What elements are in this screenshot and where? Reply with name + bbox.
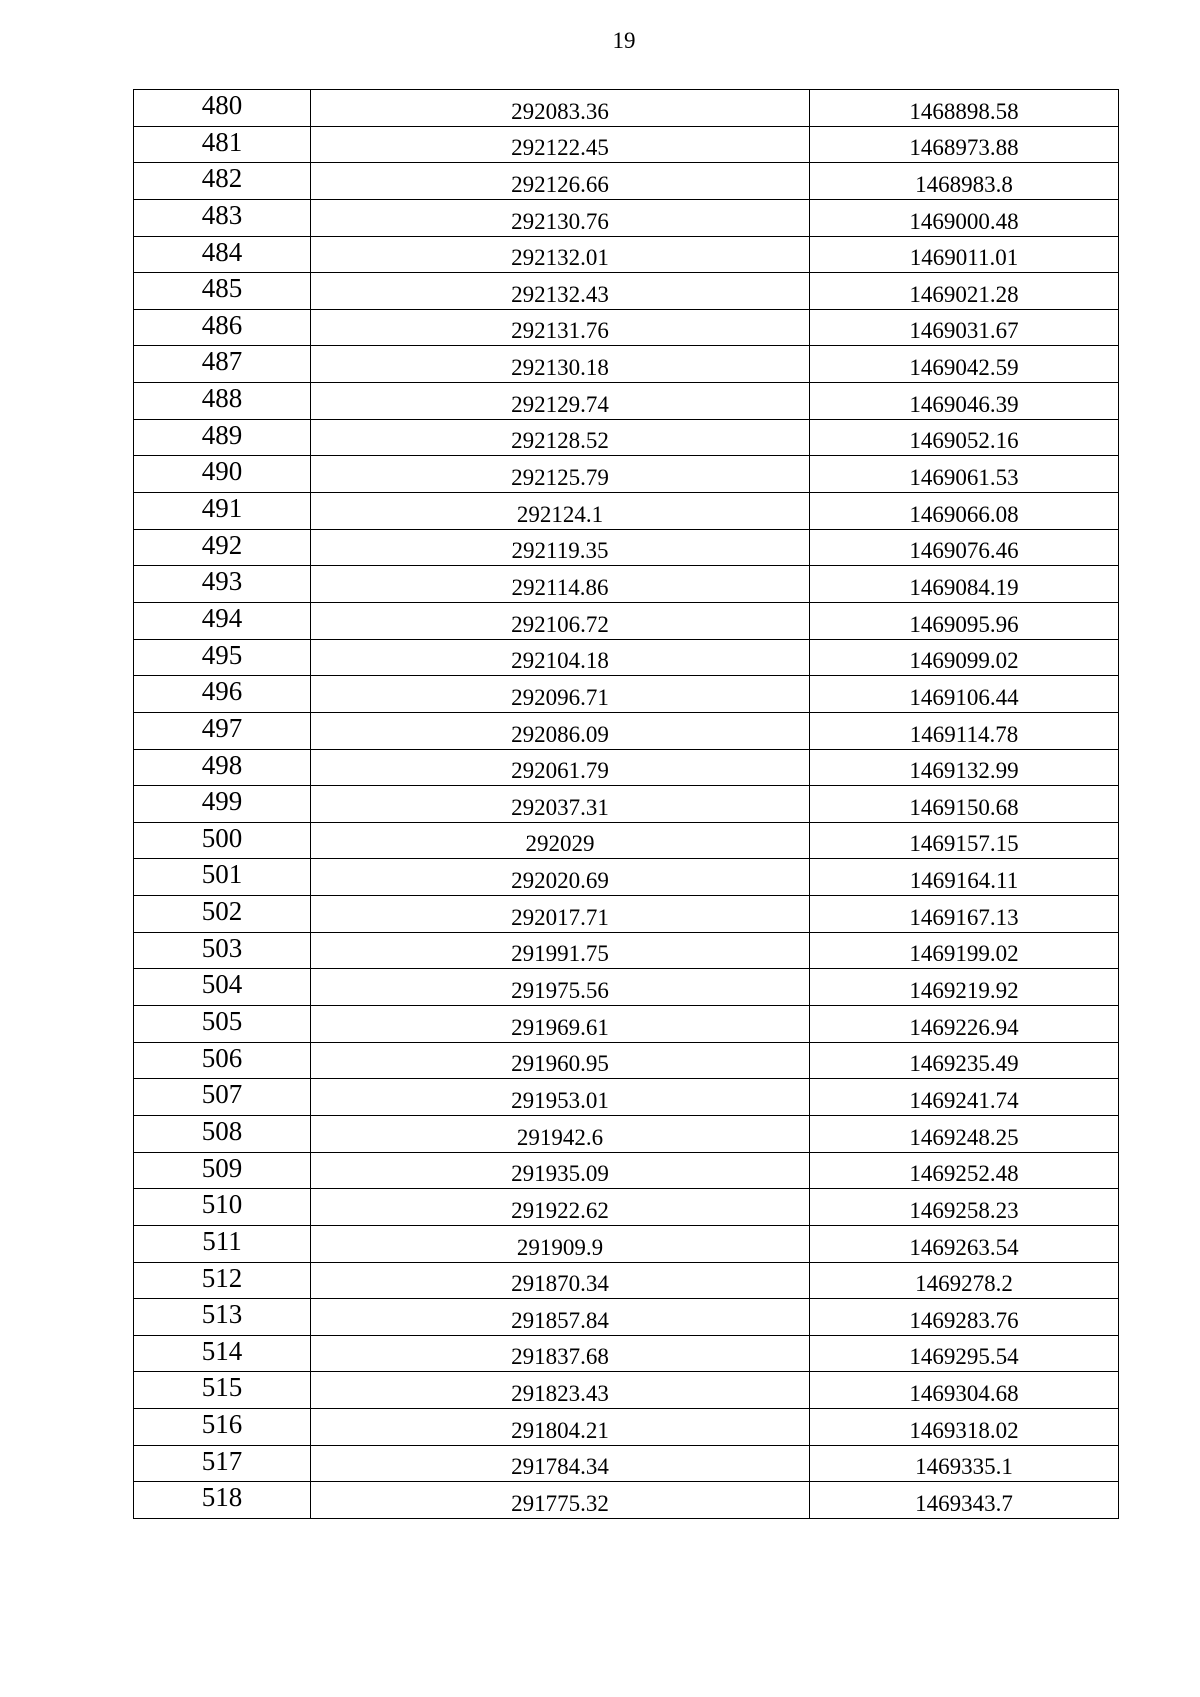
x-coordinate-cell [311, 90, 810, 127]
point-number-cell [134, 932, 311, 969]
x-coordinate-text: 292083.36 [511, 98, 609, 124]
point-number-text: 494 [201, 602, 243, 633]
y-coordinate-cell [810, 90, 1119, 127]
table-row [134, 1006, 1119, 1043]
point-number-cell [134, 1115, 311, 1152]
point-number-text: 503 [201, 932, 243, 963]
x-coordinate-text: 292130.18 [511, 355, 609, 381]
x-coordinate-text: 291837.68 [511, 1344, 609, 1370]
x-coordinate-cell [311, 273, 810, 310]
point-number-cell [134, 199, 311, 236]
x-coordinate-cell [311, 456, 810, 493]
table-row [134, 1482, 1119, 1519]
x-coordinate-cell [311, 529, 810, 566]
y-coordinate-cell [810, 1409, 1119, 1446]
coordinates-table [133, 89, 1119, 1519]
x-coordinate-text: 292037.31 [511, 794, 609, 820]
table-row [134, 456, 1119, 493]
point-number-text: 488 [201, 383, 243, 414]
x-coordinate-cell [311, 712, 810, 749]
y-coordinate-text: 1469106.44 [909, 684, 1019, 710]
point-number-text: 498 [201, 749, 243, 780]
x-coordinate-cell [311, 932, 810, 969]
x-coordinate-text: 292132.01 [511, 245, 609, 271]
y-coordinate-cell [810, 529, 1119, 566]
x-coordinate-text: 292096.71 [511, 684, 609, 710]
x-coordinate-text: 291960.95 [511, 1051, 609, 1077]
y-coordinate-cell [810, 1335, 1119, 1372]
y-coordinate-cell [810, 383, 1119, 420]
x-coordinate-cell [311, 1372, 810, 1409]
y-coordinate-text: 1469000.48 [909, 208, 1019, 234]
x-coordinate-text: 292130.76 [511, 208, 609, 234]
x-coordinate-cell [311, 566, 810, 603]
point-number-text: 497 [201, 712, 243, 743]
x-coordinate-cell [311, 1152, 810, 1189]
x-coordinate-cell [311, 639, 810, 676]
point-number-cell [134, 383, 311, 420]
point-number-cell [134, 456, 311, 493]
x-coordinate-text: 292106.72 [511, 611, 609, 637]
point-number-text: 480 [201, 90, 243, 120]
y-coordinate-cell [810, 639, 1119, 676]
table-row [134, 273, 1119, 310]
y-coordinate-cell [810, 749, 1119, 786]
point-number-cell [134, 1262, 311, 1299]
point-number-text: 491 [201, 493, 243, 524]
x-coordinate-cell [311, 199, 810, 236]
y-coordinate-cell [810, 676, 1119, 713]
y-coordinate-cell [810, 1006, 1119, 1043]
y-coordinate-cell [810, 1115, 1119, 1152]
x-coordinate-text: 292131.76 [511, 318, 609, 344]
y-coordinate-text: 1469318.02 [909, 1417, 1019, 1443]
table-row [134, 529, 1119, 566]
point-number-text: 505 [201, 1006, 243, 1037]
y-coordinate-cell [810, 712, 1119, 749]
point-number-cell [134, 273, 311, 310]
table-row [134, 602, 1119, 639]
x-coordinate-text: 291975.56 [511, 978, 609, 1004]
y-coordinate-text: 1469304.68 [909, 1381, 1019, 1407]
y-coordinate-text: 1469061.53 [909, 465, 1019, 491]
x-coordinate-cell [311, 1189, 810, 1226]
y-coordinate-text: 1469335.1 [915, 1454, 1013, 1480]
point-number-cell [134, 1372, 311, 1409]
point-number-cell [134, 822, 311, 859]
point-number-text: 508 [201, 1115, 243, 1146]
point-number-cell [134, 90, 311, 127]
x-coordinate-cell [311, 1409, 810, 1446]
point-number-text: 500 [201, 822, 243, 853]
x-coordinate-cell [311, 236, 810, 273]
x-coordinate-cell [311, 1445, 810, 1482]
x-coordinate-text: 292125.79 [511, 465, 609, 491]
table-row [134, 822, 1119, 859]
table-row [134, 419, 1119, 456]
point-number-text: 514 [201, 1335, 243, 1366]
table-row [134, 1115, 1119, 1152]
y-coordinate-text: 1469283.76 [909, 1307, 1019, 1333]
point-number-text: 483 [201, 199, 243, 230]
y-coordinate-text: 1469021.28 [909, 281, 1019, 307]
point-number-text: 495 [201, 639, 243, 670]
x-coordinate-text: 292104.18 [511, 648, 609, 674]
table-row [134, 749, 1119, 786]
x-coordinate-cell [311, 346, 810, 383]
x-coordinate-cell [311, 1482, 810, 1519]
y-coordinate-cell [810, 273, 1119, 310]
table-row [134, 163, 1119, 200]
point-number-cell [134, 1189, 311, 1226]
table-row [134, 1299, 1119, 1336]
x-coordinate-text: 292114.86 [511, 574, 609, 600]
y-coordinate-text: 1469099.02 [909, 648, 1019, 674]
y-coordinate-cell [810, 126, 1119, 163]
point-number-text: 487 [201, 346, 243, 377]
x-coordinate-cell [311, 309, 810, 346]
y-coordinate-cell [810, 602, 1119, 639]
point-number-text: 492 [201, 529, 243, 560]
table-row [134, 566, 1119, 603]
table-row [134, 493, 1119, 530]
x-coordinate-cell [311, 163, 810, 200]
y-coordinate-text: 1468983.8 [915, 171, 1013, 197]
point-number-cell [134, 419, 311, 456]
x-coordinate-text: 292119.35 [511, 538, 609, 564]
point-number-text: 481 [201, 126, 243, 157]
point-number-cell [134, 309, 311, 346]
point-number-text: 482 [201, 163, 243, 194]
y-coordinate-cell [810, 1079, 1119, 1116]
table-row [134, 1225, 1119, 1262]
x-coordinate-cell [311, 1299, 810, 1336]
x-coordinate-text: 291969.61 [511, 1014, 609, 1040]
y-coordinate-text: 1469046.39 [909, 391, 1019, 417]
table-row [134, 786, 1119, 823]
table-row [134, 346, 1119, 383]
x-coordinate-cell [311, 1335, 810, 1372]
table-row [134, 639, 1119, 676]
x-coordinate-cell [311, 383, 810, 420]
point-number-text: 506 [201, 1042, 243, 1073]
point-number-text: 512 [201, 1262, 243, 1293]
table-row [134, 1079, 1119, 1116]
y-coordinate-text: 1469011.01 [909, 245, 1019, 271]
y-coordinate-cell [810, 236, 1119, 273]
x-coordinate-text: 291922.62 [511, 1197, 609, 1223]
table-row [134, 1335, 1119, 1372]
point-number-cell [134, 236, 311, 273]
x-coordinate-text: 292132.43 [511, 281, 609, 307]
point-number-cell [134, 1225, 311, 1262]
x-coordinate-text: 292122.45 [511, 135, 609, 161]
y-coordinate-text: 1469066.08 [909, 501, 1019, 527]
x-coordinate-text: 291775.32 [511, 1490, 609, 1516]
y-coordinate-text: 1469114.78 [909, 721, 1019, 747]
y-coordinate-cell [810, 199, 1119, 236]
y-coordinate-text: 1469052.16 [909, 428, 1019, 454]
y-coordinate-text: 1468973.88 [909, 135, 1019, 161]
x-coordinate-text: 291804.21 [511, 1417, 609, 1443]
point-number-text: 502 [201, 896, 243, 927]
y-coordinate-cell [810, 822, 1119, 859]
table-row [134, 676, 1119, 713]
point-number-cell [134, 493, 311, 530]
y-coordinate-text: 1469226.94 [909, 1014, 1019, 1040]
x-coordinate-text: 291942.6 [516, 1124, 604, 1150]
point-number-cell [134, 1445, 311, 1482]
x-coordinate-cell [311, 969, 810, 1006]
y-coordinate-cell [810, 786, 1119, 823]
point-number-text: 499 [201, 786, 243, 817]
y-coordinate-cell [810, 1189, 1119, 1226]
point-number-cell [134, 786, 311, 823]
x-coordinate-text: 292124.1 [516, 501, 604, 527]
table-row [134, 932, 1119, 969]
x-coordinate-cell [311, 126, 810, 163]
point-number-text: 509 [201, 1152, 243, 1183]
y-coordinate-text: 1469150.68 [909, 794, 1019, 820]
x-coordinate-text: 291784.34 [511, 1454, 609, 1480]
point-number-cell [134, 163, 311, 200]
table-row [134, 126, 1119, 163]
point-number-cell [134, 1079, 311, 1116]
point-number-text: 513 [201, 1299, 243, 1330]
x-coordinate-cell [311, 1079, 810, 1116]
x-coordinate-text: 292126.66 [511, 171, 609, 197]
point-number-text: 504 [201, 969, 243, 1000]
y-coordinate-cell [810, 932, 1119, 969]
table-row [134, 383, 1119, 420]
y-coordinate-text: 1469252.48 [909, 1161, 1019, 1187]
x-coordinate-text: 291953.01 [511, 1087, 609, 1113]
y-coordinate-cell [810, 1482, 1119, 1519]
x-coordinate-cell [311, 822, 810, 859]
point-number-cell [134, 1482, 311, 1519]
y-coordinate-text: 1469263.54 [909, 1234, 1019, 1260]
point-number-text: 486 [201, 309, 243, 340]
x-coordinate-cell [311, 1262, 810, 1299]
x-coordinate-text: 292020.69 [511, 868, 609, 894]
point-number-cell [134, 639, 311, 676]
table-row [134, 859, 1119, 896]
table-row [134, 309, 1119, 346]
point-number-text: 485 [201, 273, 243, 304]
x-coordinate-cell [311, 419, 810, 456]
x-coordinate-cell [311, 786, 810, 823]
table-row [134, 199, 1119, 236]
y-coordinate-text: 1469095.96 [909, 611, 1019, 637]
x-coordinate-cell [311, 896, 810, 933]
x-coordinate-cell [311, 1042, 810, 1079]
y-coordinate-text: 1469042.59 [909, 355, 1019, 381]
y-coordinate-cell [810, 1042, 1119, 1079]
table-row [134, 712, 1119, 749]
x-coordinate-cell [311, 749, 810, 786]
y-coordinate-text: 1469295.54 [909, 1344, 1019, 1370]
x-coordinate-text: 292129.74 [511, 391, 609, 417]
y-coordinate-cell [810, 896, 1119, 933]
y-coordinate-cell [810, 1372, 1119, 1409]
x-coordinate-cell [311, 493, 810, 530]
y-coordinate-text: 1469167.13 [909, 904, 1019, 930]
x-coordinate-text: 291909.9 [516, 1234, 604, 1260]
y-coordinate-cell [810, 1445, 1119, 1482]
point-number-cell [134, 602, 311, 639]
x-coordinate-cell [311, 1115, 810, 1152]
point-number-text: 496 [201, 676, 243, 707]
point-number-text: 518 [201, 1482, 243, 1513]
point-number-text: 484 [201, 236, 243, 267]
y-coordinate-cell [810, 309, 1119, 346]
y-coordinate-cell [810, 1225, 1119, 1262]
x-coordinate-text: 292086.09 [511, 721, 609, 747]
x-coordinate-cell [311, 676, 810, 713]
point-number-cell [134, 126, 311, 163]
point-number-text: 517 [201, 1445, 243, 1476]
y-coordinate-text: 1469343.7 [915, 1490, 1013, 1516]
point-number-cell [134, 1335, 311, 1372]
x-coordinate-text: 291823.43 [511, 1381, 609, 1407]
point-number-cell [134, 1152, 311, 1189]
coordinates-table-body [134, 90, 1119, 1519]
table-row [134, 1152, 1119, 1189]
y-coordinate-cell [810, 346, 1119, 383]
y-coordinate-cell [810, 859, 1119, 896]
y-coordinate-text: 1469199.02 [909, 941, 1019, 967]
table-row [134, 1042, 1119, 1079]
table-row [134, 1409, 1119, 1446]
x-coordinate-text: 291935.09 [511, 1161, 609, 1187]
point-number-text: 493 [201, 566, 243, 597]
x-coordinate-text: 291991.75 [511, 941, 609, 967]
point-number-cell [134, 969, 311, 1006]
x-coordinate-text: 292017.71 [511, 904, 609, 930]
x-coordinate-text: 292061.79 [511, 758, 609, 784]
y-coordinate-cell [810, 969, 1119, 1006]
y-coordinate-text: 1469031.67 [909, 318, 1019, 344]
x-coordinate-text: 291857.84 [511, 1307, 609, 1333]
y-coordinate-cell [810, 1262, 1119, 1299]
point-number-cell [134, 859, 311, 896]
table-row [134, 90, 1119, 127]
x-coordinate-text: 292029 [525, 831, 595, 857]
y-coordinate-text: 1469132.99 [909, 758, 1019, 784]
point-number-text: 511 [202, 1225, 242, 1256]
page-number: 19 [612, 28, 636, 53]
x-coordinate-text: 291870.34 [511, 1271, 609, 1297]
x-coordinate-cell [311, 859, 810, 896]
x-coordinate-text: 292128.52 [511, 428, 609, 454]
point-number-text: 501 [201, 859, 243, 890]
x-coordinate-cell [311, 1225, 810, 1262]
table-row [134, 1262, 1119, 1299]
y-coordinate-text: 1469076.46 [909, 538, 1019, 564]
y-coordinate-cell [810, 456, 1119, 493]
y-coordinate-text: 1469219.92 [909, 978, 1019, 1004]
y-coordinate-cell [810, 1299, 1119, 1336]
point-number-text: 510 [201, 1189, 243, 1220]
point-number-cell [134, 529, 311, 566]
point-number-text: 489 [201, 419, 243, 450]
point-number-cell [134, 566, 311, 603]
table-row [134, 236, 1119, 273]
point-number-text: 516 [201, 1409, 243, 1440]
table-row [134, 969, 1119, 1006]
point-number-cell [134, 749, 311, 786]
point-number-cell [134, 676, 311, 713]
table-row [134, 1372, 1119, 1409]
y-coordinate-text: 1468898.58 [909, 98, 1019, 124]
y-coordinate-text: 1469157.15 [909, 831, 1019, 857]
y-coordinate-text: 1469248.25 [909, 1124, 1019, 1150]
point-number-text: 507 [201, 1079, 243, 1110]
y-coordinate-cell [810, 566, 1119, 603]
x-coordinate-cell [311, 602, 810, 639]
point-number-cell [134, 1006, 311, 1043]
point-number-cell [134, 346, 311, 383]
y-coordinate-text: 1469084.19 [909, 574, 1019, 600]
table-row [134, 896, 1119, 933]
point-number-cell [134, 1042, 311, 1079]
y-coordinate-cell [810, 163, 1119, 200]
point-number-cell [134, 712, 311, 749]
point-number-cell [134, 896, 311, 933]
y-coordinate-text: 1469278.2 [915, 1271, 1013, 1297]
y-coordinate-text: 1469258.23 [909, 1197, 1019, 1223]
table-row [134, 1445, 1119, 1482]
y-coordinate-text: 1469241.74 [909, 1087, 1019, 1113]
point-number-cell [134, 1409, 311, 1446]
y-coordinate-cell [810, 419, 1119, 456]
point-number-cell [134, 1299, 311, 1336]
y-coordinate-cell [810, 493, 1119, 530]
table-row [134, 1189, 1119, 1226]
y-coordinate-text: 1469235.49 [909, 1051, 1019, 1077]
y-coordinate-cell [810, 1152, 1119, 1189]
point-number-text: 515 [201, 1372, 243, 1403]
point-number-text: 490 [201, 456, 243, 487]
y-coordinate-text: 1469164.11 [909, 868, 1019, 894]
x-coordinate-cell [311, 1006, 810, 1043]
